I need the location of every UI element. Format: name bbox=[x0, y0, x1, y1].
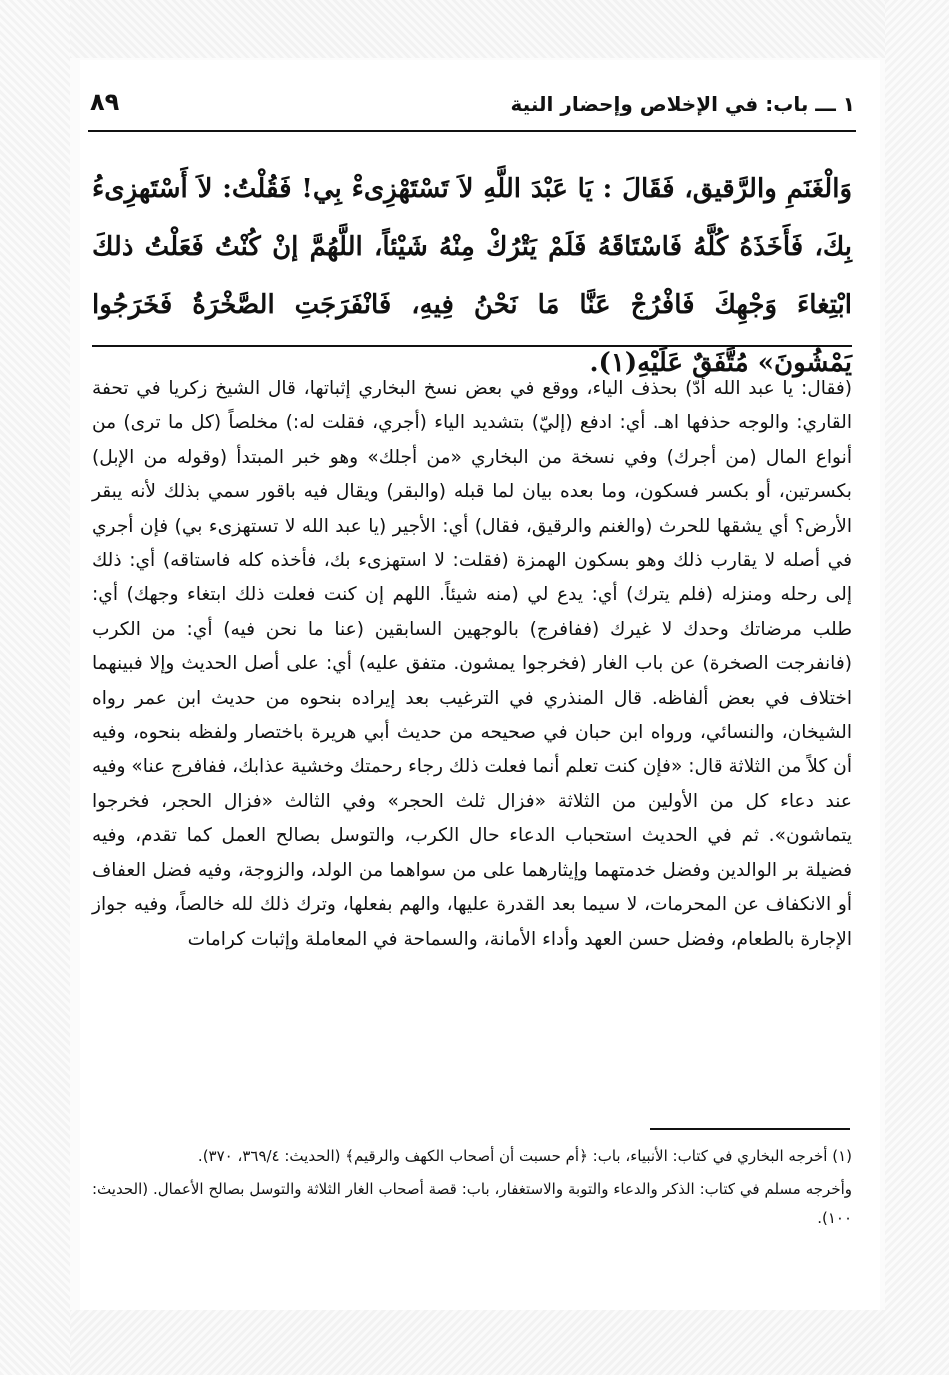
footnotes bbox=[92, 1142, 852, 1237]
commentary bbox=[92, 372, 852, 957]
decorative-border-left bbox=[0, 0, 70, 1375]
decorative-border-right bbox=[885, 0, 949, 1375]
commentary-paragraph: (فقال: يا عبد الله أدّ) بحذف الياء، ووقع في بعض نسخ البخاري إثباتها، قال الشيخ زكريا في تحفة القاري: والوجه حذفها اهـ. أي: ادفع (إليّ) بتشديد الياء (أجري، فقلت له:) مخلصاً (كل ما ترى) من أنواع المال (من أجرك) وفي نسخة من البخاري «من أجلك» وهو خبر المبتدأ (وقوله من الإبل) بكسرتين، أو بكسر فسكون، وما بعده بيان لما قبله (والبقر) ويقال فيه باقور سمي بذلك لأنه يبقر الأرض؟ أي يشقها للحرث (والغنم والرقيق، فقال) أي: الأجير (يا عبد الله لا تستهزىء بي) فإن أجري في أصله لا يقارب ذلك وهو بسكون الهمزة (فقلت: لا استهزىء بك، فأخذه كله فاستاقه) أي: ذلك إلى رحله ومنزله (فلم يترك) أي: يدع لي (منه شيئاً. اللهم إن كنت فعلت ذلك ابتغاء وجهك) أي: طلب مرضاتك وحدك لا غيرك (ففافرج) بالوجهين السابقين (عنا ما نحن فيه) أي: من الكرب (فانفرجت الصخرة) عن باب الغار (فخرجوا يمشون. متفق عليه) أي: على أصل الحديث وإلا فبينهما اختلاف في بعض ألفاظه. قال المنذري في الترغيب بعد إيراده بنحوه من حديث ابن عمر رواه الشيخان، والنسائي، ورواه ابن حبان في صحيحه من حديث أبي هريرة باختصار ولفظه بنحوه، وفيه أن كلاً من الثلاثة قال: «فإن كنت تعلم أنما فعلت ذلك رجاء رحمتك وخشية عذابك، ففافرج عنا» وفيه عند دعاء كل من الأولين من الثلاثة «فزال ثلث الحجر» وفي الثالث «فزال الحجر، فخرجوا يتماشون». ثم في الحديث استحباب الدعاء حال الكرب، والتوسل بصالح العمل كما تقدم، وفيه فضيلة بر الوالدين وفضل خدمتهما وإيثارهما على من سواهما من الولد، والزوجة، وفيه فضل العفاف أو الانكفاف عن المحرمات، لا سيما بعد القدرة عليها، والهم بفعلها، وترك ذلك لله خالصاً، وفيه جواز الإجارة بالطعام، وفضل حسن العهد وأداء الأمانة، والسماحة في المعاملة وإثبات كرامات bbox=[92, 378, 852, 950]
hadith-paragraph: وَالْغَنَمِ والرَّقيق، فَقَالَ : يَا عَبْدَ اللَّهِ لاَ تَسْتَهْزِىءْ بِي! فَقُلْتُ: لاَ أَسْتَهزِىءُ بِكَ، فَأَخَذَهُ كُلَّهُ فَاسْتَاقَهُ فَلَمْ يَتْرُكْ مِنْهُ شَيْئاً، اللَّهُمَّ إنْ كُنْتُ فَعَلْتُ ذلكَ ابْتِغاءَ وَجْهِكَ فَافْرُجْ عَنَّا مَا نَحْنُ فِيهِ، فَانْفَرَجَتِ الصَّخْرَةُ فَخَرَجُوا يَمْشُونَ» مُتَّفَقٌ عَلَيْهِ(١). bbox=[92, 174, 852, 378]
footnote-1: (١) أخرجه البخاري في كتاب: الأنبياء، باب: ﴿أم حسبت أن أصحاب الكهف والرقيم﴾ (الحديث: ٣٦٩/٤، ٣٧٠). bbox=[197, 1147, 852, 1165]
decorative-border-bottom bbox=[0, 1310, 949, 1375]
hadith-text bbox=[92, 160, 852, 392]
footnote-2: وأخرجه مسلم في كتاب: الذكر والدعاء والتوبة والاستغفار، باب: قصة أصحاب الغار الثلاثة والتوسل بصالح الأعمال. (الحديث: ١٠٠). bbox=[92, 1180, 852, 1227]
chapter-title: ١ ـــ باب: في الإخلاص وإحضار النية bbox=[510, 92, 855, 116]
running-header bbox=[90, 88, 855, 128]
header-rule bbox=[88, 130, 856, 132]
separator-rule bbox=[92, 345, 852, 347]
page-number: ٨٩ bbox=[90, 88, 120, 116]
decorative-border-top bbox=[0, 0, 949, 58]
footnote-rule bbox=[650, 1128, 850, 1130]
